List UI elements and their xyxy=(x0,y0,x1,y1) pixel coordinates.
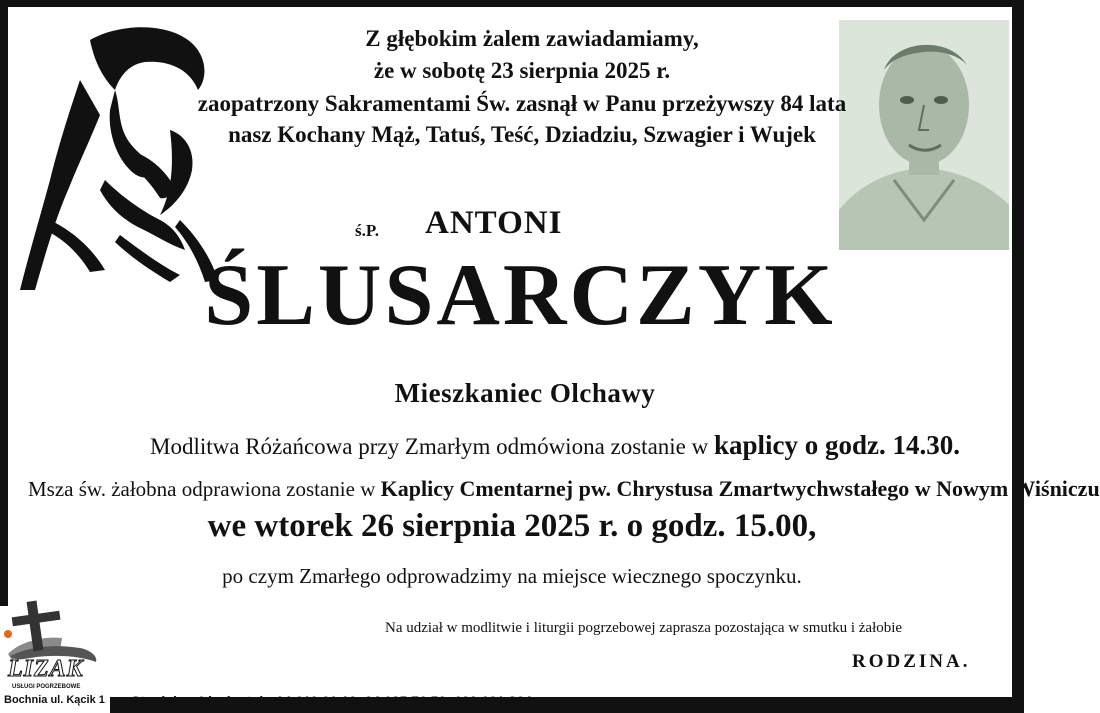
rosary-text: Modlitwa Różańcowa przy Zmarłym odmówiona zostanie w xyxy=(150,434,714,459)
frame-top xyxy=(0,0,1024,7)
mass-text: Msza św. żałobna odprawiona zostanie w xyxy=(28,477,381,501)
first-name: ANTONI xyxy=(425,205,563,241)
surname: ŚLUSARCZYK xyxy=(204,247,836,344)
residence: Mieszkaniec Olchawy xyxy=(394,378,656,408)
announcement-line-2: że w sobotę 23 sierpnia 2025 r. xyxy=(373,58,671,83)
invitation: Na udział w modlitwie i liturgii pogrzebowej zaprasza pozostająca w smutku i żałobie xyxy=(385,620,903,636)
funeral-home-brand: LIZAK xyxy=(8,656,84,682)
mass-place: Kaplicy Cmentarnej pw. Chrystusa Zmartwychwstałego w Nowym Wiśniczu xyxy=(380,476,1100,501)
memorial-prefix: ś.P. xyxy=(355,221,379,240)
announcement-line-4: nasz Kochany Mąż, Tatuś, Teść, Dziadziu, Szwagier i Wujek xyxy=(228,122,816,147)
mass-info xyxy=(28,476,1100,502)
burial-info: po czym Zmarłego odprowadzimy na miejsce wiecznego spoczynku. xyxy=(222,564,802,588)
rosary-place-time: kaplicy o godz. 14.30. xyxy=(714,430,961,460)
mass-date: we wtorek 26 sierpnia 2025 r. o godz. 15.00, xyxy=(207,508,817,544)
funeral-home-address: Bochnia ul. Kącik 1 xyxy=(4,694,105,706)
rosary-info xyxy=(150,430,960,461)
funeral-home-subtitle: USŁUGI POGRZEBOWE xyxy=(12,684,81,690)
funeral-home-contact: Stanisław Lizak - tel.: 14 611 66 10, 14 685 76 50, 600 101 364 xyxy=(131,693,532,709)
family-signature: RODZINA. xyxy=(852,651,971,672)
announcement-line-1: Z głębokim żalem zawiadamiamy, xyxy=(365,26,699,51)
announcement-line-3: zaopatrzony Sakramentami Św. zasnął w Panu przeżywszy 84 lata xyxy=(197,91,847,116)
